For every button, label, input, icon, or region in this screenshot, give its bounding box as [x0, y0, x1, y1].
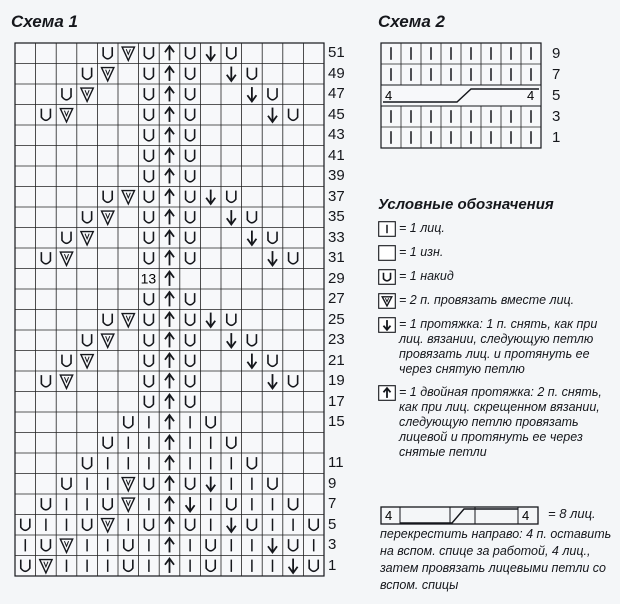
row-number: 1 [328, 556, 337, 574]
row-number: 3 [328, 536, 337, 553]
legend-text: = 1 двойная протяжка: 2 п. снять, как при лиц. скрещенном вязании, следующую петлю провязать лицевой и протянуть ее через снятые петли [399, 385, 602, 459]
cable-left-count: 4 [385, 88, 393, 103]
row-number: 45 [328, 105, 345, 123]
row-number: 49 [328, 64, 345, 82]
row-number: 31 [328, 249, 345, 266]
legend-cable-text: перекрестить направо: 4 п. оставить на вспом. спице за работой, 4 лиц., затем провязать лицевыми петли со вспом. спицы [380, 527, 612, 592]
row-number: 9 [552, 45, 561, 62]
row-number: 5 [552, 87, 561, 104]
legend-symbol [378, 221, 396, 237]
legend-text: = 1 накид [399, 269, 454, 283]
row-number: 1 [552, 129, 561, 146]
legend-item [378, 317, 614, 377]
scheme2-title: Схема 2 [378, 12, 445, 31]
legend-text: = 1 лиц. [399, 221, 445, 235]
row-number: 43 [328, 126, 345, 143]
legend-cable-right: 4 [522, 508, 530, 523]
legend-text: = 1 протяжка: 1 п. снять, как при лиц. вязании, следующую петлю провязать лиц. и протянуть ее через снятую петлю [399, 317, 598, 376]
row-number: 15 [328, 413, 345, 430]
row-number: 23 [328, 331, 345, 348]
row-number: 27 [328, 290, 345, 307]
scheme1-title: Схема 1 [11, 12, 78, 31]
scheme2-grid [380, 42, 542, 149]
legend-text: = 2 п. провязать вместе лиц. [399, 293, 575, 307]
legend-item [378, 385, 614, 460]
legend-symbol [378, 317, 396, 333]
legend-cable-eq: = 8 лиц. [548, 506, 596, 521]
row-number: 9 [328, 474, 337, 492]
scheme1-grid [14, 42, 325, 577]
row-number: 17 [328, 392, 345, 410]
row-number: 47 [328, 85, 345, 102]
row-number: 19 [328, 372, 345, 389]
row-number: 35 [328, 208, 345, 225]
row-number: 33 [328, 228, 345, 246]
row-number: 21 [328, 351, 345, 369]
row-number: 7 [552, 66, 561, 83]
legend-item [378, 221, 614, 237]
legend-cable-symbol [380, 506, 540, 526]
row-number: 41 [328, 146, 345, 164]
center-label: 13 [140, 270, 157, 287]
legend-title: Условные обозначения [378, 196, 554, 213]
legend-item [378, 269, 614, 285]
row-number: 5 [328, 515, 337, 533]
legend-cable-left: 4 [385, 508, 393, 523]
row-number: 51 [328, 44, 345, 61]
legend [378, 196, 614, 468]
row-number: 11 [328, 454, 344, 471]
legend-symbol [378, 245, 396, 261]
row-number: 29 [328, 269, 345, 287]
legend-item [378, 293, 614, 309]
legend-text: = 1 изн. [399, 245, 444, 259]
row-number: 39 [328, 167, 345, 184]
row-number: 37 [328, 187, 345, 205]
legend-item [378, 245, 614, 261]
row-number: 3 [552, 108, 561, 125]
row-number: 25 [328, 310, 345, 328]
row-number: 7 [328, 495, 337, 512]
cable-right-count: 4 [527, 88, 535, 103]
legend-symbol [378, 293, 396, 309]
legend-symbol [378, 385, 396, 401]
legend-symbol [378, 269, 396, 285]
